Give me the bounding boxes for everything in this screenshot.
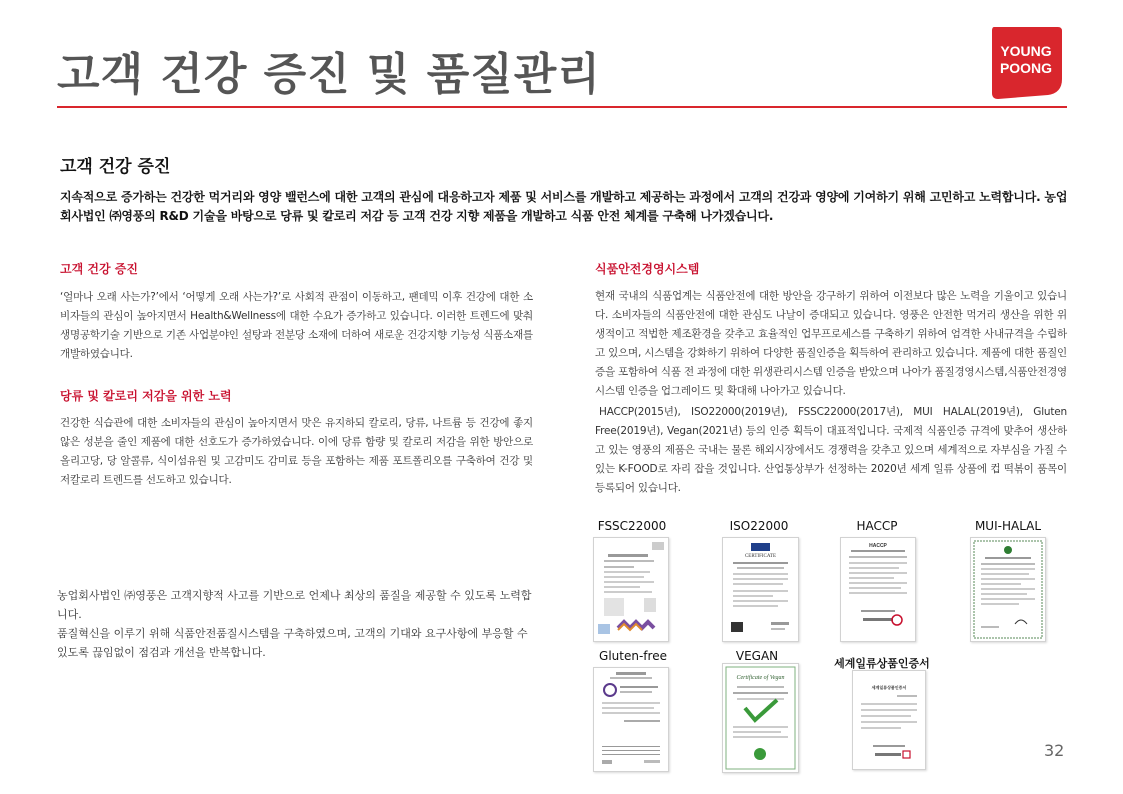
right-body2: HACCP(2015년), ISO22000(2019년), FSSC22000(2017년), MUI HALAL(2019년), Gluten Free(2019년), Vegan(2021년) 등의 인증 획득이 대표적입니다. 국제적 식품인증 규격에 맞추어 생산하고 있는 영풍의 제품은 국내는 물론 해외시장에서도 경쟁력을 갖추고 있으며 세계적으로 자부심을 가질 수 있는 K-FOOD로 자리 잡을 것입니다. 산업통상부가 선정하는 2020년 세계 일류 상품에 컵 떡볶이 품목이 등록되어 있습니다. (595, 406, 1067, 494)
quality-note (57, 586, 537, 662)
cert-label-gluten-free: Gluten-free (599, 649, 667, 663)
section-lead: 지속적으로 증가하는 건강한 먹거리와 영양 밸런스에 대한 고객의 관심에 대응하고자 제품 및 서비스를 개발하고 제공하는 과정에서 고객의 건강과 영양에 기여하기 위해 고민하고 노력합니다. 농업회사법인 ㈜영풍의 R&D 기술을 바탕으로 당류 및 칼로리 저감 등 고객 건강 지향 제품을 개발하고 식품 안전 체계를 구축해 나가겠습니다. (60, 190, 1068, 223)
left-block1-heading: 고객 건강 증진 (60, 262, 138, 276)
cert-label-mui-halal: MUI-HALAL (974, 519, 1042, 533)
cert-label-world-class-product: 세계일류상품인증서 (834, 657, 930, 670)
world-class-certificate-header: 세계일류상품인증서 (871, 685, 907, 690)
left-block2-heading: 당류 및 칼로리 저감을 위한 노력 (60, 389, 232, 403)
iso22000-certificate-image (722, 537, 799, 642)
right-heading: 식품안전경영시스템 (595, 262, 700, 276)
cert-label-haccp: HACCP (856, 519, 898, 533)
left-block2-body: 건강한 식습관에 대한 소비자들의 관심이 높아지면서 맛은 유지하되 칼로리, 당류, 나트륨 등 건강에 좋지 않은 성분을 줄인 제품에 대한 선호도가 증가하였습니다. 이에 당류 함량 및 칼로리 저감을 위한 방안으로 올리고당, 당 알콜류, 식이섬유원 및 고감미도 감미료 등을 포함하는 제품 포트폴리오를 구축하여 건강 및 저칼로리 트렌드를 선도하고 있습니다. (60, 417, 533, 486)
right-body1: 현재 국내의 식품업계는 식품안전에 대한 방안을 강구하기 위하여 이전보다 많은 노력을 기울이고 있습니다. 소비자들의 식품안전에 대한 관심도 나날이 증대되고 있습니다. 영풍은 안전한 먹거리 생산을 위한 위생적이고 적법한 제조환경을 갖추고 효율적인 업무프로세스를 구축하기 위하여 엄격한 사내규격을 수립하고 있으며, 시스템을 강화하기 위하여 다양한 품질인증을 획득하여 관리하고 있습니다. 제품에 대한 품질인증을 포함하여 식품 전 과정에 대한 위생관리시스템 인증을 받았으며 나아가 품질경영시스템,식품안전경영시스템 인증을 업그레이드 및 확대해 나아가고 있습니다. (595, 290, 1068, 397)
left-block1-body: ‘얼마나 오래 사는가?’에서 ‘어떻게 오래 사는가?’로 사회적 관점이 이동하고, 팬데믹 이후 건강에 대한 소비자들의 관심이 높아지면서 Health&Wellness에 대한 수요가 증가하고 있습니다. 이러한 트렌드에 맞춰 생명공학기술 기반으로 기존 사업분야인 설탕과 전분당 소재에 더하여 새로운 건강지향 기능성 식품소재를 개발하였습니다. (60, 291, 533, 360)
quality-note-line1: 농업회사법인 ㈜영풍은 고객지향적 사고를 기반으로 언제나 최상의 품질을 제공할 수 있도록 노력합니다. (57, 589, 532, 621)
cert-label-fssc22000: FSSC22000 (597, 519, 667, 533)
youngpoong-logo (988, 23, 1064, 99)
page-number: 32 (1044, 741, 1065, 760)
logo-line2: POONG (999, 60, 1053, 76)
fssc22000-certificate-image (593, 537, 669, 642)
cert-label-vegan: VEGAN (735, 649, 779, 663)
world-class-product-certificate-image (852, 670, 926, 770)
vegan-certificate-header: Certificate of Vegan (736, 675, 785, 681)
gluten-free-certificate-image (593, 667, 669, 772)
section-heading: 고객 건강 증진 (60, 157, 171, 177)
cert-label-iso22000: ISO22000 (729, 519, 789, 533)
quality-note-line2: 품질혁신을 이루기 위해 식품안전품질시스템을 구축하였으며, 고객의 기대와 요구사항에 부응할 수 있도록 끊임없이 점검과 개선을 반복합니다. (57, 627, 528, 659)
vegan-certificate-image (722, 663, 799, 773)
page-title: 고객 건강 증진 및 품질관리 (57, 49, 601, 100)
iso22000-certificate-header: CERTIFICATE (744, 554, 777, 559)
haccp-certificate-header: HACCP (869, 543, 887, 549)
mui-halal-certificate-image (970, 537, 1046, 642)
haccp-certificate-image (840, 537, 916, 642)
logo-line1: YOUNG (1000, 43, 1052, 59)
title-divider (57, 106, 1067, 108)
